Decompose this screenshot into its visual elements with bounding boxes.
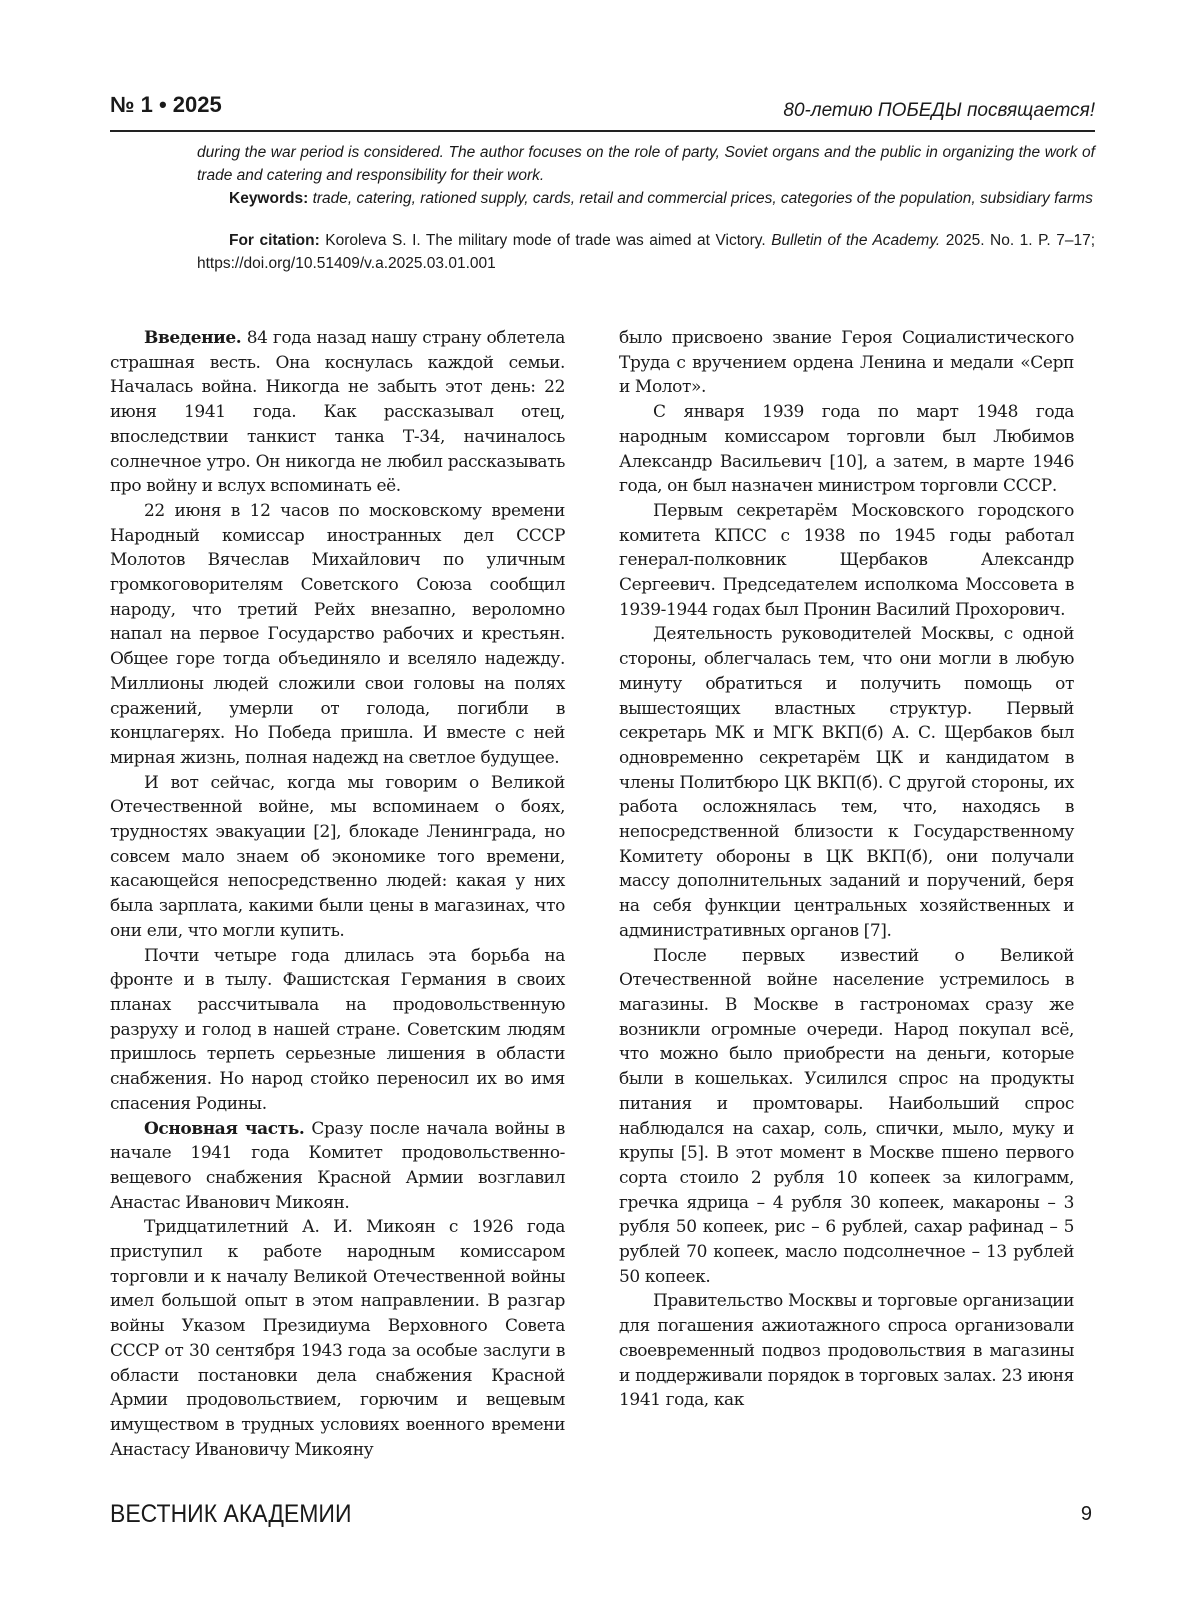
paragraph-introduction [110,326,565,499]
citation-authors-title: Koroleva S. I. The military mode of trade was aimed at Victory. [325,232,766,249]
paragraph-main-part [110,1117,565,1216]
citation-details: 2025. No. 1. P. 7–17; https://doi.org/10.51409/v.a.2025.03.01.001 [197,232,1096,272]
right-column [619,326,1074,1413]
paragraph: С января 1939 года по март 1948 года народным комиссаром торговли был Любимов Александр Васильевич [10], а затем, в марте 1946 года, он был назначен министром торговли СССР. [619,402,1074,497]
issue-number: № 1 • 2025 [110,92,222,117]
header-tagline: 80-летию ПОБЕДЫ посвящается! [783,100,1095,121]
paragraph: Тридцатилетний А. И. Микоян с 1926 года приступил к работе народным комиссаром торговли и к началу Великой Отечественной войны имел большой опыт в этом направлении. В разгар войны Указом Президиума Верховного Совета СССР от 30 сентября 1943 года за особые заслуги в области постановки дела снабжения Красной Армии продовольствием, горючим и вещевым имуществом в трудных условиях военного времени Анастасу Ивановичу Микояну [110,1217,565,1460]
paragraph: Деятельность руководителей Москвы, с одной стороны, облегчалась тем, что они могли в любую минуту обратиться и получить помощь от вышестоящих властных структур. Первый секретарь МК и МГК ВКП(б) А. С. Щербаков был одновременно секретарём ЦК и кандидатом в члены Политбюро ЦК ВКП(б). С другой стороны, их работа осложнялась тем, что, находясь в непосредственной близости к Государственному Комитету обороны в ЦК ВКП(б), они получали массу дополнительных заданий и поручений, беря на себя функции центральных хозяйственных и административных органов [7]. [619,624,1074,941]
paragraph: Первым секретарём Московского городского комитета КПСС с 1938 по 1945 годы работал генерал-полковник Щербаков Александр Сергеевич. Председателем исполкома Моссовета в 1939-1944 годах был Пронин Василий Прохорович. [619,500,1074,620]
journal-name-footer: ВЕСТНИК АКАДЕМИИ [110,1500,352,1528]
citation [197,229,1095,275]
citation-journal: Bulletin of the Academy. [771,232,941,249]
paragraph-text: Сразу после начала войны в начале 1941 года Комитет продовольственно-вещевого снабжения Красной Армии возглавил Анастас Иванович Микоян. [110,1118,565,1213]
page-number: 9 [1080,1503,1092,1525]
section-heading-main-part: Основная часть. [144,1118,305,1139]
paragraph-text: 84 года назад нашу страну облетела страшная весть. Она коснулась каждой семьи. Началась война. Никогда не забыть этот день: 22 июня 1941 года. Как рассказывал отец, впоследствии танкист танка Т-34, начиналось солнечное утро. Он никогда не любил рассказывать про войну и вслух вспоминать её. [110,328,565,497]
paragraph: И вот сейчас, когда мы говорим о Великой Отечественной войне, мы вспоминаем о боях, трудностях эвакуации [2], блокаде Ленинграда, но совсем мало знаем об экономике того времени, касающейся непосредственно людей: какая у них была зарплата, какими были цены в магазинах, что они ели, что могли купить. [110,772,565,941]
paragraph: 22 июня в 12 часов по московскому времени Народный комиссар иностранных дел СССР Молотов Вячеслав Михайлович по уличным громкоговорителям Советского Союза сообщил народу, что третий Рейх внезапно, вероломно напал на первое Государство рабочих и крестьян. Общее горе тогда объединяло и вселяло надежду. Миллионы людей сложили свои головы на полях сражений, умерли от голода, погибли в концлагерях. Но Победа пришла. И вместе с ней мирная жизнь, полная надежд на светлое будущее. [110,500,565,768]
header-rule [110,130,1095,132]
keywords-line [197,187,1095,210]
keywords-text: trade, catering, rationed supply, cards, retail and commercial prices, categories of the population, subsidiary farms [312,190,1093,207]
paragraph: Почти четыре года длилась эта борьба на фронте и в тылу. Фашистская Германия в своих планах рассчитывала на продовольственную разруху и голод в нашей стране. Советским людям пришлось терпеть серьезные лишения в области снабжения. Но народ стойко переносил их во имя спасения Родины. [110,945,565,1114]
left-column [110,326,565,1462]
keywords-label: Keywords: [229,190,309,207]
english-abstract [197,141,1095,275]
abstract-text: during the war period is considered. The author focuses on the role of party, Soviet organs and the public in organizing the work of trade and catering and responsibility for their work. [197,144,1095,184]
section-heading-introduction: Введение. [144,328,242,348]
paragraph-continued: было присвоено звание Героя Социалистического Труда с вручением ордена Ленина и медали «Серп и Молот». [619,328,1074,398]
paragraph: Правительство Москвы и торговые организации для погашения ажиотажного спроса организовали своевременный подвоз продовольствия в магазины и поддерживали порядок в торговых залах. 23 июня 1941 года, как [619,1291,1074,1411]
paragraph: После первых известий о Великой Отечественной войне население устремилось в магазины. В Москве в гастрономах сразу же возникли огромные очереди. Народ покупал всё, что можно было приобрести на деньги, которые были в кошельках. Усилился спрос на продукты питания и промтовары. Наибольший спрос наблюдался на сахар, соль, спички, мыло, муку и крупы [5]. В этот момент в Москве пшено первого сорта стоило 2 рубля 10 копеек за килограмм, гречка ядрица – 4 рубля 30 копеек, макароны – 3 рубля 50 копеек, рис – 6 рублей, сахар рафинад – 5 рублей 70 копеек, масло подсолнечное – 13 рублей 50 копеек. [619,945,1074,1287]
citation-label: For citation: [229,232,320,249]
